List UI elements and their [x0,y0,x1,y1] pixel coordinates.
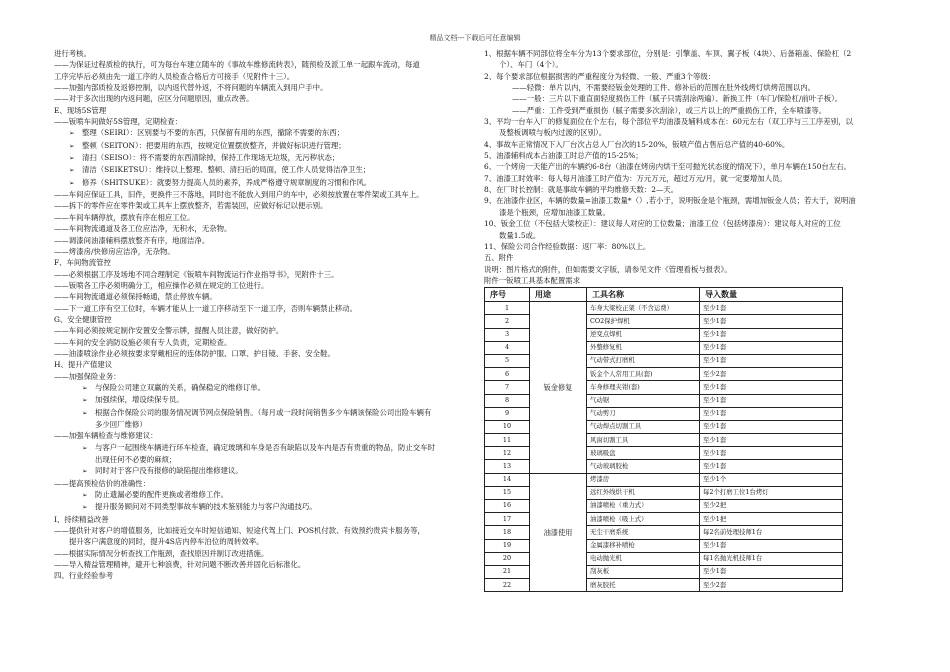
row-quantity: 至少1个 [700,473,843,486]
right-column [484,48,904,592]
row-quantity: 至少1套 [700,302,843,315]
row-number: 9 [485,407,530,420]
left-text-line: ——车间车辆停放，摆放有序在相应工位。 [54,212,195,222]
left-text-line: F、车间物流管控 [54,258,111,268]
row-quantity: 每2名前处理技师1台 [700,526,843,539]
left-text-line: ——车间物流通道必须保持畅通，禁止停放车辆。 [54,292,217,302]
left-text-line: ——导入精益管理精神，避开七种浪费，针对问题不断改善并固化后标准化。 [54,560,306,570]
row-quantity: 至少1套 [700,315,843,328]
right-text-line: 说明：图片格式的附件，但如需要文字版，请参见文件《管理看板与报表》。 [484,264,732,274]
right-text-line: ——严重：工件受到严重损伤（腻子需要多次刮涂），或三片以上的严重损伤工件，全车喷漆等。 [512,105,827,115]
right-text-line: 个）、车门（4个）。 [499,60,563,70]
table-body [485,302,843,592]
row-tool-name: 无尘干磨系统 [587,526,700,539]
left-text-line: ——钣喷车间做好5S管理，定期检查： [54,117,183,127]
right-text-line: 及整板调喷与板内过渡的区别）。 [499,128,607,138]
row-quantity: 至少1套 [700,434,843,447]
right-text-line: 2、每个要求部位根据损害的严重程度分为轻微、一般、严重3个等级： [484,71,716,81]
row-number: 4 [485,341,530,354]
left-text-line: E、现场5S管理 [54,105,107,115]
left-text-line: ——必须根据工序及场地不同合理制定《钣喷车间物流运行作业指导书》，见附件十三。 [54,269,339,279]
left-text-line: ➢ 防止遗漏必要的配件更换或者维修工作。 [54,489,468,501]
right-text-line: 11、保险公司合作经验数据：返厂率：80%以上。 [484,241,651,251]
left-text-line: ——对于多次出现的内返问题，应区分问题原因，重点改善。 [54,94,254,104]
right-text-line: ——轻微：单片以内，不需要经钣金处理的工件、修补后的范围在肚外线烤灯烘烤范围以内。 [512,83,816,93]
row-tool-name: 刮灰板 [587,565,700,578]
header-purpose: 用途 [530,288,587,302]
row-number: 13 [485,460,530,473]
row-tool-name: 电动抛光机 [587,552,700,565]
right-text-line: 8、在厂时长控制：就是事故车辆的平均维修天数：2—天。 [484,185,679,195]
left-text-line: ——车间的安全消防设施必须有专人负责，定期检查。 [54,337,232,347]
left-text-line: ➢ 修养（SHITSUKE）：就要努力提高人员的素养，养成严格遵守规章制度的习惯和作风。 [54,177,468,189]
left-text-line: ➢ 与保险公司建立双赢的关系，确保稳定的维修订单。 [54,382,468,394]
table-row [485,473,843,486]
row-quantity: 至少2把 [700,500,843,513]
row-quantity: 至少1套 [700,354,843,367]
left-text-line: 四、行业经验参考 [54,571,114,581]
row-quantity: 至少1套 [700,381,843,394]
row-quantity: 至少1套 [700,341,843,354]
row-quantity: 至少1套 [700,328,843,341]
left-text-line: ——加强车辆检查与维修建议： [54,431,158,441]
right-text-line: 漆是个瓶颈，应增加油漆工数量。 [499,207,610,217]
right-text [484,48,904,286]
left-text-line: ➢ 提升服务顾问对不同类型事故车辆的技术鉴别能力与客户沟通技巧。 [54,501,468,513]
right-text-line: 附件一钣喷工具基本配置需求 [484,275,581,285]
row-number: 10 [485,420,530,433]
left-text-line: ——根据实际情况分析查找工作瓶颈，查找原因并制订改进措施。 [54,548,269,558]
right-text-line: 5、油漆辅料成本占油漆工时总产值的15-25%； [484,151,643,161]
row-tool-name: 油漆喷枪（重力式） [587,500,700,513]
left-text-line: ——下一道工序有空工位时，车辆才能从上一道工序移动至下一道工序，否则车辆禁止移动。 [54,303,358,313]
row-number: 12 [485,447,530,460]
left-text-line: G、安全健康管控 [54,314,112,324]
right-text-line: 9、在油漆作业区，车辆的数量=油漆工数量*（）,若小于，说明钣金是个瓶颈，需增加钣金人员；若大于，说明油 [484,196,856,206]
left-text-line: ——车间物流通道及各工位应洁净，无积水，无杂物。 [54,224,232,234]
right-text-line: 4、事故车正常情况下入厂台次占总入厂台次的15-20%，钣喷产值占售后总产值的40-60%。 [484,139,790,149]
row-number: 2 [485,315,530,328]
left-text-line: 提升客户满意度的同时，提升4S店内停车泊位的周转效率。 [69,537,264,547]
header-tool-name: 工具名称 [587,288,700,302]
left-text-line: ——为保证过程质检的执行，可为每台车建立随车的《事故车维修流转表》，随预检及派工单一起跟车流动，每道 [54,60,420,70]
row-tool-name: 风窗切割工具 [587,434,700,447]
left-text-line: 工序完毕后必须由先一道工序的人员检查合格后方可接手（见附件十三）。 [54,71,295,81]
right-text-line: ——一般：三片以下重直面轻度损伤工件（腻子只需刮涂两遍）、新换工件（车门/保险杠/前叶子板）。 [512,94,843,104]
row-quantity: 至少1套 [700,407,843,420]
row-tool-name: 玻璃吸盘 [587,447,700,460]
left-text-line: ➢ 清洁（SEIKETSU）：维持以上整理、整顿、清扫后的局面，使工作人员觉得洁净卫生； [54,164,468,176]
left-text-line: ➢ 整理（SEIRI）：区别要与不要的东西，只保留有用的东西，撤除不需要的东西； [54,127,468,139]
left-text-line: ——钣喷各工序必须明确分工，相应操作必须在规定的工位进行。 [54,280,269,290]
row-tool-name: 油漆喷枪（吸上式） [587,513,700,526]
left-text-line: ➢ 整顿（SEITON）：把要用的东西，按规定位置摆放整齐，并做好标识进行管理； [54,140,468,152]
row-tool-name: 气动玻璃胶枪 [587,460,700,473]
row-tool-name: 钣金个人常用工具(套) [587,368,700,381]
row-number: 11 [485,434,530,447]
row-number: 22 [485,579,530,592]
left-text-line: 多少回厂维修） [95,420,147,429]
left-text-line: ——加强保险业务： [54,371,121,381]
right-text-line: 3、平均一台车入厂的修复面位在个左右，每个部位平均油漆及辅料成本在：60元左右（双工序与三工序差别，以 [484,117,853,127]
right-text-line: 五、附件 [484,253,514,263]
row-number: 7 [485,381,530,394]
tool-config-table [484,287,843,592]
row-category: 油漆使用 [530,473,587,592]
row-tool-name: 外整修复机 [587,341,700,354]
row-number: 1 [485,302,530,315]
left-text-line: ——加强内部质检及返修控制，以内返代替外返，不将问题的车辆流入到用户手中。 [54,83,328,93]
left-column [54,48,468,582]
left-text-line: 出现任何不必要的麻烦； [95,455,177,465]
row-quantity: 至少2套 [700,368,843,381]
left-text-line: ——提供针对客户的增值服务，比如接近交车时短信通知、短途代驾上门、POS机付款、有效预约贵宾卡服务等， [54,526,425,536]
row-number: 18 [485,526,530,539]
row-tool-name: CO2保护焊机 [587,315,700,328]
page-header: 精品文档---下载后可任意编辑 [429,34,521,42]
left-text-line: ——提高预检估价的准确性： [54,478,151,488]
row-number: 14 [485,473,530,486]
row-number: 15 [485,486,530,499]
row-number: 6 [485,368,530,381]
header-quantity: 导入数量 [700,288,843,302]
left-text-line: ——车间应保证工具，旧件，更换件三不落地，同时也不能放入到用户的车中，必须按放置在零件架或工具车上。 [54,190,424,200]
row-number: 3 [485,328,530,341]
row-quantity: 至少1套 [700,565,843,578]
row-tool-name: 车身大梁校正架（不含运费） [587,302,700,315]
row-category: 钣金修复 [530,302,587,473]
row-tool-name: 远红外线烘干机 [587,486,700,499]
row-tool-name: 磨灰胶托 [587,579,700,592]
row-number: 19 [485,539,530,552]
left-text-line: ——调漆间油漆辅料摆放整齐有序，地面洁净。 [54,235,210,245]
table-row [485,302,843,315]
row-tool-name: 车身修理夹钳(套) [587,381,700,394]
left-text-line: ——车间必须按规定制作安置安全警示牌，提醒人员注意，做好防护。 [54,326,284,336]
row-quantity: 每1名抛光机技师1台 [700,552,843,565]
left-text-line: ➢ 清扫（SEISO）：将不需要的东西清除掉，保持工作现场无垃圾，无污秽状态； [54,152,468,164]
left-text-line: ——烤漆房/快修房应洁净，无杂物。 [54,246,175,256]
row-number: 16 [485,500,530,513]
header-number: 序号 [485,288,530,302]
left-text-line: ➢ 加强续保，增设续保专员。 [54,394,468,406]
left-text-line: H、提升产值建议 [54,360,113,370]
row-quantity: 至少1套 [700,539,843,552]
right-text-line: 10、钣金工位（不包括大梁校正）：建议每人对应的工位数量；油漆工位（包括烤漆房）：建议每人对应的工位 [484,219,841,229]
row-quantity: 至少1套 [700,394,843,407]
left-text-line: 进行考核。 [54,49,91,58]
row-tool-name: 金属漆移补喷枪 [587,539,700,552]
right-text-line: 1、根据车辆不同部位将全车分为13个要求部位，分别是：引擎盖、车顶、翼子板（4块）、后备箱盖、保险杠（2 [484,49,852,58]
row-number: 21 [485,565,530,578]
row-tool-name: 气动剪刀 [587,407,700,420]
left-text-line: ——油漆喷涂作业必须按要求穿戴相应的连体防护服、口罩、护目镜、手套、安全鞋。 [54,348,335,358]
row-number: 8 [485,394,530,407]
row-tool-name: 气动焊点切割工具 [587,420,700,433]
row-number: 20 [485,552,530,565]
row-tool-name: 烤漆房 [587,473,700,486]
left-text-line: I、持续精益改善 [54,514,109,524]
row-tool-name: 逆变点焊机 [587,328,700,341]
right-text-line: 数量1.5或。 [499,230,541,240]
row-number: 5 [485,354,530,367]
row-quantity: 至少2套 [700,579,843,592]
row-quantity: 至少1套 [700,420,843,433]
row-number: 17 [485,513,530,526]
table-header-row [485,288,843,302]
left-text-line: ——拆下的零件应在零件架或工具车上摆放整齐，若需装回，应做好标记以便示别。 [54,201,328,211]
left-text-line: ➢ 根据合作保险公司的服务情况调节网点保险销售。（每月或一段时间销售多少车辆该保险公司出险车辆有 [54,407,468,419]
left-text-line: ➢ 同时对于客户没有报修的缺陷提出维修建议。 [54,465,468,477]
row-tool-name: 气动锯 [587,394,700,407]
row-quantity: 每2个打磨工位1台烤灯 [700,486,843,499]
row-quantity: 至少1套 [700,447,843,460]
row-quantity: 至少1把 [700,513,843,526]
row-quantity: 至少1套 [700,460,843,473]
row-tool-name: 气动带式打磨机 [587,354,700,367]
right-text-line: 6、一个烤房一天能产出的车辆约6-8台（油漆在烤房内烘干至可抛光状态度的情况下），单月车辆在150台左右。 [484,162,851,172]
left-text-line: ➢ 与客户一起围绕车辆进行环车检查，确定玻璃和车身是否有缺陷以及车内是否有贵重的物品，防止交车时 [54,442,468,454]
right-text-line: 7、油漆工时效率：每人每月油漆工时产值为：万元万元，超过万元/月，就一定要增加人员。 [484,173,787,183]
